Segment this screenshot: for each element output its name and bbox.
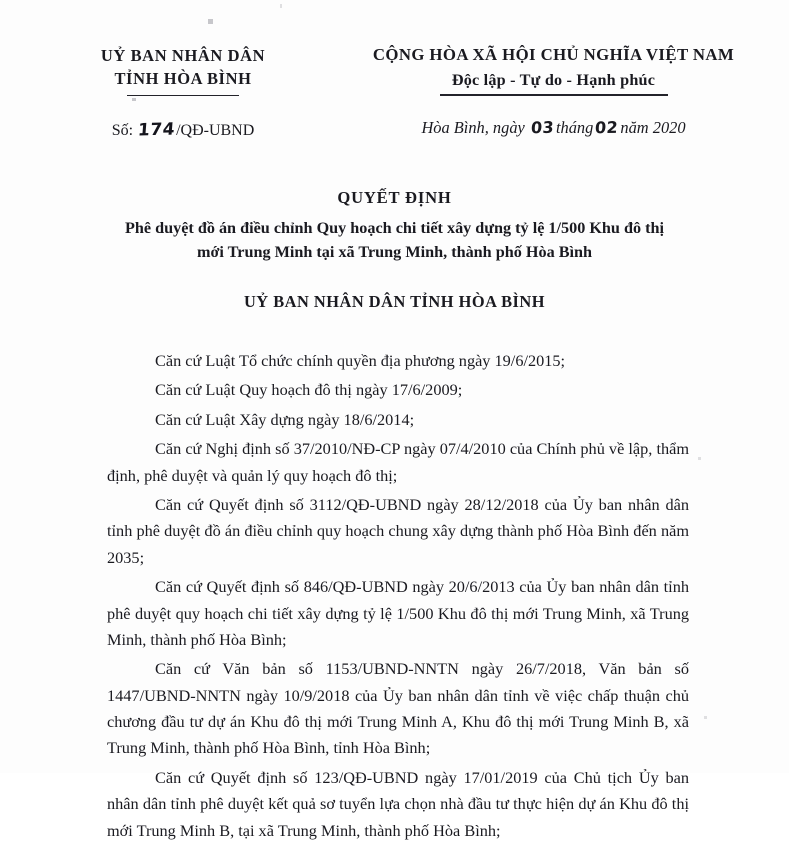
country-name: CỘNG HÒA XÃ HỘI CHỦ NGHĨA VIỆT NAM [372,45,735,64]
issue-year: 2020 [652,117,686,137]
year-label: năm [620,117,649,137]
document-number-line [18,120,348,140]
agency-name-line-1: UỶ BAN NHÂN DÂN [100,46,266,65]
body-paragraph: Căn cứ Luật Tổ chức chính quyền địa phương ngày 19/6/2015; [155,351,566,370]
motto-underline [440,94,668,96]
body-paragraph: Căn cứ Quyết định số 846/QĐ-UBND ngày 20/6/2013 của Ủy ban nhân dân tỉnh phê duyệt quy hoạch chi tiết xây dựng tỷ lệ 1/500 Khu đô thị mới Trung Minh, xã Trung Minh, thành phố Hòa Bình; [107,577,689,649]
issue-date-line [348,118,759,138]
document-subtitle: Phê duyệt đồ án điều chỉnh Quy hoạch chi tiết xây dựng tỷ lệ 1/500 Khu đô thị mới Trung Minh tại xã Trung Minh, thành phố Hòa Bình [124,219,665,262]
document-number-suffix: /QĐ-UBND [176,122,255,140]
issue-month-handwritten: 02 [594,117,620,138]
body-paragraph: Căn cứ Quyết định số 3112/QĐ-UBND ngày 28/12/2018 của Ủy ban nhân dân tỉnh phê duyệt đồ án điều chỉnh quy hoạch chung xây dựng thành phố Hòa Bình đến năm 2035; [107,494,689,567]
document-title: QUYẾT ĐỊNH [337,188,452,207]
title-block [0,188,789,265]
body-paragraph: Căn cứ Văn bản số 1153/UBND-NNTN ngày 26/7/2018, Văn bản số 1447/UBND-NNTN ngày 10/9/2018 của Ủy ban nhân dân tỉnh về việc chấp thuận chủ chương đầu tư dự án Khu đô thị mới Trung Minh A, Khu đô thị mới Trung Minh B, xã Trung Minh, thành phố Hòa Bình, tỉnh Hòa Bình; [107,659,689,758]
body-paragraph: Căn cứ Luật Quy hoạch đô thị ngày 17/6/2009; [155,380,463,400]
month-label: tháng [555,117,594,137]
issuing-authority-heading: UỶ BAN NHÂN DÂN TỈNH HÒA BÌNH [243,292,546,311]
scan-speck [698,457,701,460]
body-paragraph: Căn cứ Luật Xây dựng ngày 18/6/2014; [155,409,415,429]
agency-name-line-2: TỈNH HÒA BÌNH [114,69,252,89]
scan-speck [280,4,282,8]
document-header [0,44,789,140]
document-body [107,348,689,844]
scan-speck [208,19,213,24]
document-number-prefix: Số: [111,122,134,140]
body-paragraph: Căn cứ Nghị định số 37/2010/NĐ-CP ngày 07/4/2010 của Chính phủ về lập, thẩm định, phê duyệt và quản lý quy hoạch đô thị; [107,439,689,485]
national-motto: Độc lập - Tự do - Hạnh phúc [451,70,656,89]
issuing-agency-block [0,44,348,140]
issue-place: Hòa Bình, ngày [421,117,525,137]
scan-speck [704,716,707,719]
document-number-handwritten: 174 [137,119,176,141]
national-heading-block [348,44,789,138]
body-paragraph: Căn cứ Quyết định số 123/QĐ-UBND ngày 17/01/2019 của Chủ tịch Ủy ban nhân dân tỉnh phê duyệt kết quả sơ tuyển lựa chọn nhà đầu tư thực hiện dự án Khu đô thị mới Trung Minh B, tại xã Trung Minh, thành phố Hòa Bình; [107,767,689,840]
agency-underline [127,95,239,97]
issue-day-handwritten: 03 [530,117,555,138]
